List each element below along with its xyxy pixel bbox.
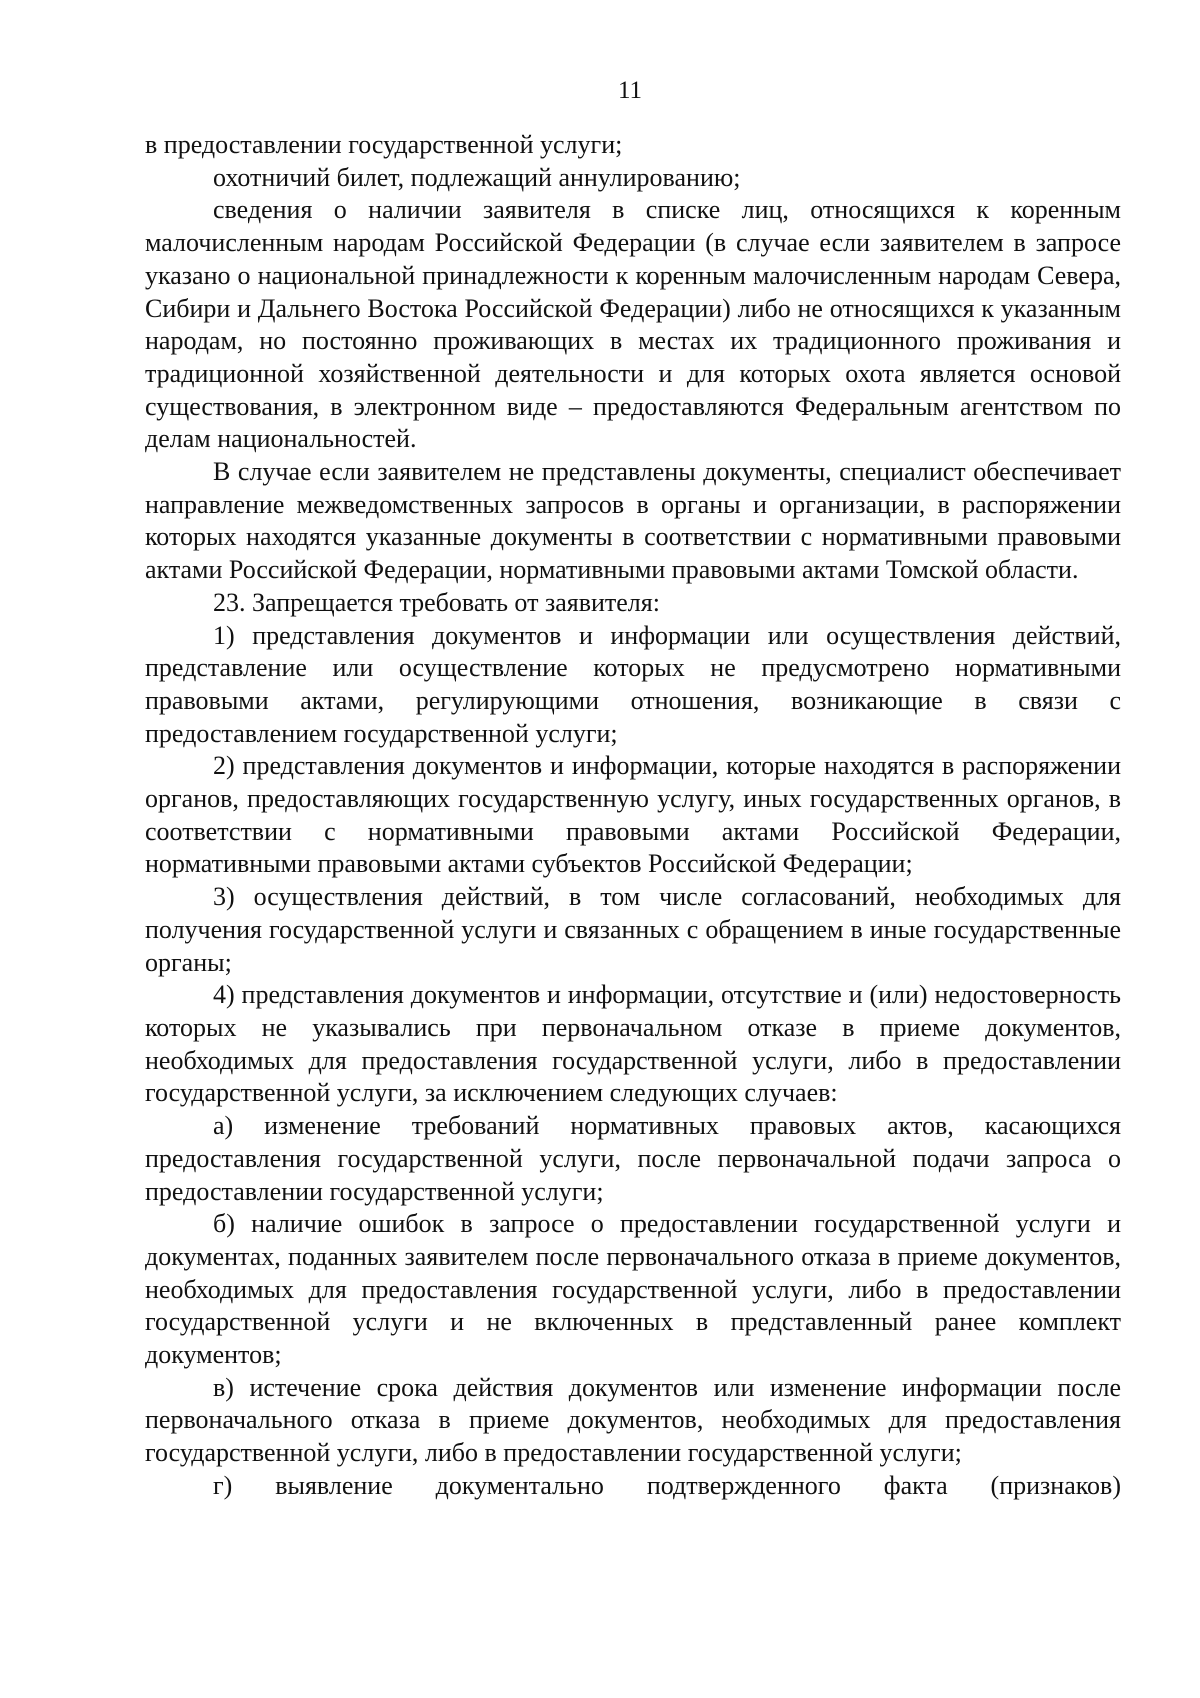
paragraph: охотничий билет, подлежащий аннулированию; — [213, 162, 741, 192]
paragraph: В случае если заявителем не представлены документы, специалист обеспечивает направление межведомственных запросов в органы и организации, в распоряжении которых находятся указанные документы в соответствии с нормативными правовыми актами Российской Федерации, нормативными правовыми актами Томской области. — [145, 457, 1121, 585]
page-number: 11 — [617, 77, 643, 104]
paragraph: в) истечение срока действия документов или изменение информации после первоначального отказа в приеме документов, необходимых для предоставления государственной услуги, либо в предоставлении государственной услуги; — [145, 1372, 1121, 1468]
paragraph: г) выявление документально подтвержденного факта (признаков) — [213, 1470, 1121, 1500]
paragraph: 23. Запрещается требовать от заявителя: — [213, 587, 660, 617]
paragraph: а) изменение требований нормативных правовых актов, касающихся предоставления государственной услуги, после первоначальной подачи запроса о предоставлении государственной услуги; — [145, 1111, 1121, 1206]
paragraph: 2) представления документов и информации, которые находятся в распоряжении органов, предоставляющих государственную услугу, иных государственных органов, в соответствии с нормативными правовыми актами Российской Федерации, нормативными правовыми актами субъектов Российской Федерации; — [145, 751, 1121, 879]
paragraph: сведения о наличии заявителя в списке лиц, относящихся к коренным малочисленным народам Российской Федерации (в случае если заявителем в запросе указано о национальной принадлежности к коренным малочисленным народам Севера, Сибири и Дальнего Востока Российской Федерации) либо не относящихся к указанным народам, но постоянно проживающих в местах их традиционного проживания и традиционной хозяйственной деятельности и для которых охота является основой существования, в электронном виде – предоставляются Федеральным агентством по делам национальностей. — [145, 195, 1121, 454]
paragraph: 3) осуществления действий, в том числе согласований, необходимых для получения государственной услуги и связанных с обращением в иные государственные органы; — [145, 882, 1121, 977]
document-body — [145, 129, 1121, 1503]
paragraph: б) наличие ошибок в запросе о предоставлении государственной услуги и документах, поданных заявителем после первоначального отказа в приеме документов, необходимых для предоставления государственной услуги, либо в предоставлении государственной услуги и не включенных в представленный ранее комплект документов; — [145, 1209, 1121, 1370]
paragraph: в предоставлении государственной услуги; — [145, 130, 623, 159]
paragraph: 1) представления документов и информации или осуществления действий, представление или осуществление которых не предусмотрено нормативными правовыми актами, регулирующими отношения, возникающие в связи с предоставлением государственной услуги; — [145, 620, 1121, 748]
paragraph: 4) представления документов и информации, отсутствие и (или) недостоверность которых не указывались при первоначальном отказе в приеме документов, необходимых для предоставления государственной услуги, либо в предоставлении государственной услуги, за исключением следующих случаев: — [145, 980, 1121, 1108]
